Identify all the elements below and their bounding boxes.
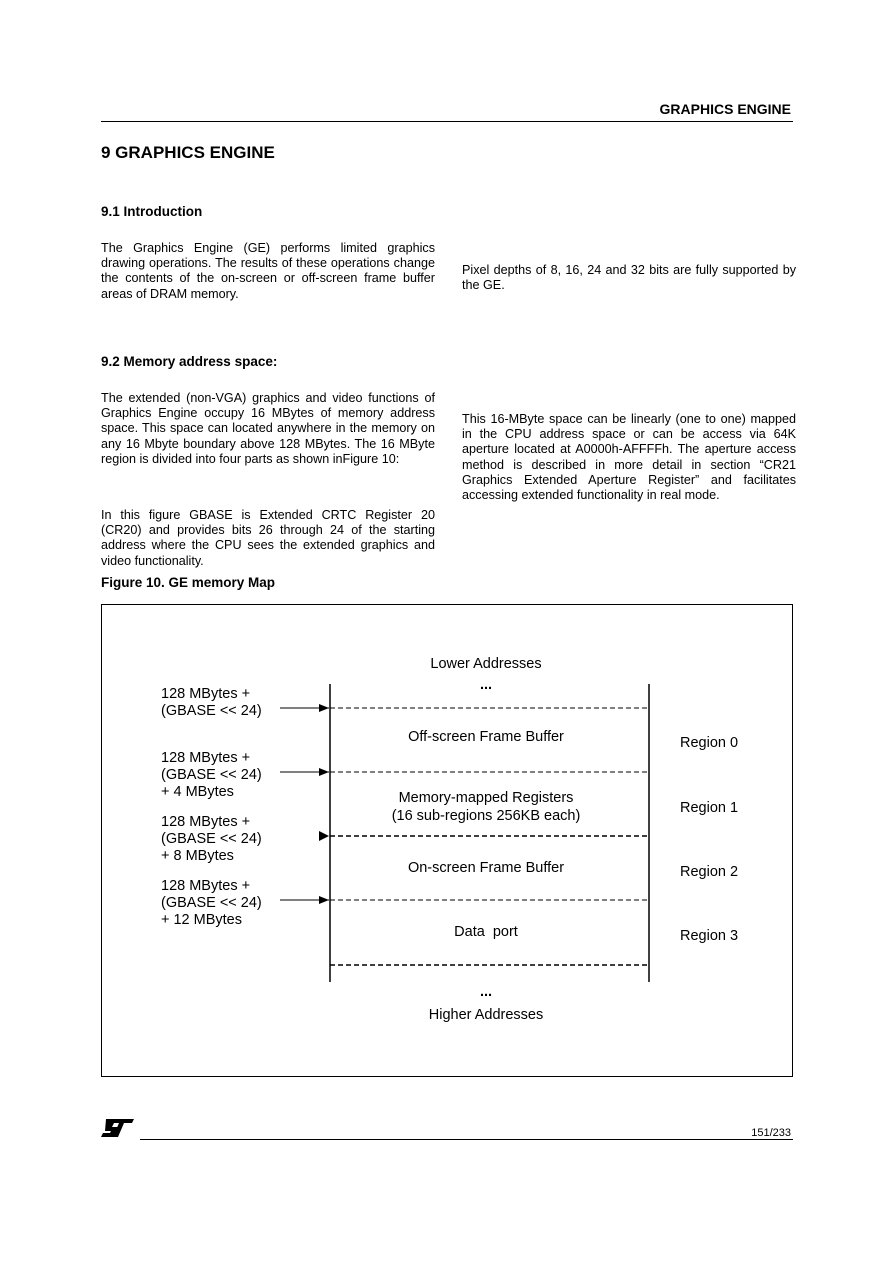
address-label-3-line1: 128 MBytes + [161,878,251,894]
address-label-2-line1: 128 MBytes + [161,814,251,830]
section-heading-memory-address-space: 9.2 Memory address space: [101,354,278,369]
memory-paragraph-left-1: The extended (non-VGA) graphics and video functions of Graphics Engine occupy 16 MBytes of memory address space. This space can located anywhere in the memory on any 16 Mbyte boundary above 128 MBytes. The 16 MByte region is divided into four parts as shown inFigure 10: [101,391,435,466]
address-label-2-line3: + 8 MBytes [161,848,234,864]
address-label-0-line2: (GBASE << 24) [161,703,262,719]
region-label-3: Region 3 [680,928,739,944]
lower-addresses-label: Lower Addresses [430,656,542,672]
memory-map-diagram [102,605,792,1076]
st-logo-icon [100,1117,136,1139]
address-label-1-line1: 128 MBytes + [161,750,251,766]
address-label-3-line3: + 12 MBytes [161,912,242,928]
memory-paragraph-left-2: In this figure GBASE is Extended CRTC Register 20 (CR20) and provides bits 26 through 24 of the starting address where the CPU sees the extended graphics and video functionality. [101,508,435,568]
page-number: 151/233 [751,1127,791,1139]
region-label-0: Region 0 [680,735,739,751]
section-heading-introduction: 9.1 Introduction [101,204,203,219]
memory-map-figure [101,604,793,1077]
header-rule [101,121,793,122]
footer-rule [140,1139,793,1140]
chapter-title: 9 GRAPHICS ENGINE [101,143,275,162]
block-label-data-port: Data port [454,924,518,940]
address-arrow-2 [319,831,329,841]
top-ellipsis: ... [479,677,493,693]
block-label-mmio-line2: (16 sub-regions 256KB each) [391,808,581,824]
memory-paragraph-right: This 16-MByte space can be linearly (one to one) mapped in the CPU address space or can be access via 64K aperture located at A0000h-AFFFFh. The aperture access method is described in more detail in section “CR21 Graphics Extended Aperture Register” and facilitates accessing extended functionality in real mode. [462,412,796,503]
higher-addresses-label: Higher Addresses [428,1007,544,1023]
address-label-2-line2: (GBASE << 24) [161,831,262,847]
address-label-1-line3: + 4 MBytes [161,784,234,800]
address-label-0-line1: 128 MBytes + [161,686,251,702]
st-logo [100,1117,136,1144]
intro-paragraph-right: Pixel depths of 8, 16, 24 and 32 bits are fully supported by the GE. [462,263,796,293]
region-label-1: Region 1 [680,800,739,816]
bottom-ellipsis: ... [479,984,493,1000]
region-label-2: Region 2 [680,864,739,880]
figure-caption: Figure 10. GE memory Map [101,575,276,590]
block-label-off-screen: Off-screen Frame Buffer [408,729,564,745]
address-label-3-line2: (GBASE << 24) [161,895,262,911]
block-label-mmio-line1: Memory-mapped Registers [398,790,574,806]
block-label-on-screen: On-screen Frame Buffer [407,860,565,876]
address-label-1-line2: (GBASE << 24) [161,767,262,783]
running-header-title: GRAPHICS ENGINE [659,101,791,117]
intro-paragraph-left: The Graphics Engine (GE) performs limited graphics drawing operations. The results of these operations change the contents of the on-screen or off-screen frame buffer areas of DRAM memory. [101,241,435,301]
